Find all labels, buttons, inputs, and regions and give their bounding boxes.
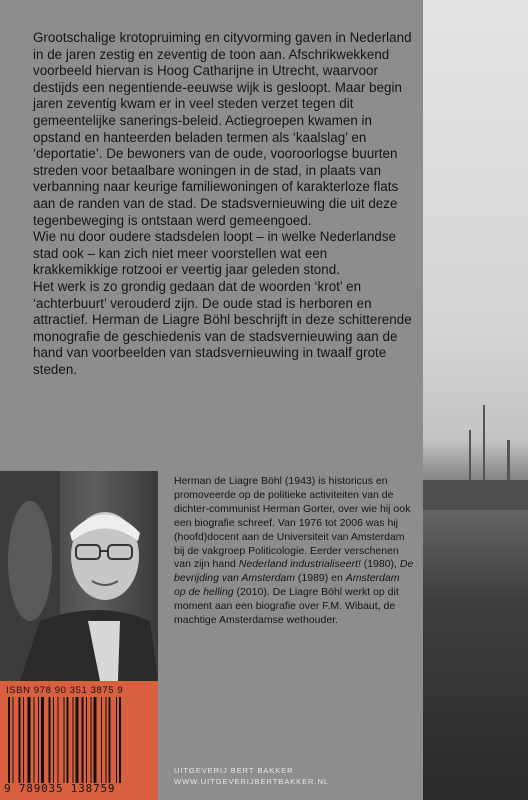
rooftops-shape <box>423 480 528 510</box>
blurb-paragraph: Grootschalige krotopruiming en cityvorming gaven in Nederland in de jaren zestig en zeventig de toon aan. Afschrikwekkend voorbeeld hiervan is Hoog Catharijne in Utrecht, waarvoor destijds een negentiende-eeuwse wijk is gesloopt. Maar begin jaren zeventig kwam er in veel steden verzet tegen dit gemeentelijke sanerings-beleid. Actiegroepen kwamen in opstand en hanteerden beladen termen als ‘kaalslag’ en ‘deportatie’. De bewoners van de oude, vooroorlogse buurten streden voor betaalbare woningen in de stad, in plaats van verbanning naar keurige familiewoningen of karakterloze flats aan de randen van de stad. De stadsvernieuwing die uit deze tegenbeweging is ontstaan werd gemeengoed. <box>33 30 412 228</box>
book-title: De bevrijding van Amsterdam <box>174 558 414 585</box>
author-bio <box>174 475 414 628</box>
city-skyline-photo <box>423 0 528 800</box>
publisher-info <box>174 766 329 787</box>
blurb-paragraph: Wie nu door oudere stadsdelen loopt – in welke Nederlandse stad ook – kan zich niet meer voorstellen wat een krakkemikkige rotzooi er veertig jaar geleden stond. <box>33 229 396 278</box>
barcode-digits: 9 789035 138759 <box>4 782 116 795</box>
author-portrait <box>0 471 158 681</box>
book-title: Amsterdam op de helling <box>174 572 400 599</box>
barcode-area <box>0 681 158 800</box>
blurb-text <box>33 30 415 378</box>
bio-text: Herman de Liagre Böhl (1943) is historicus en promoveerde op de politieke activiteiten van de dichter-communist Herman Gorter, over wie hij ook een biografie schreef. Van 1976 tot 2006 was hij (hoofd)docent aan de Universiteit van Amsterdam bij de vakgroep Politicologie. Eerder verschenen van zijn hand <box>174 475 411 571</box>
book-title: Nederland industrialiseert! <box>238 558 361 571</box>
isbn-label: ISBN 978 90 351 3875 9 <box>6 685 124 696</box>
bio-text: (1989) en <box>295 572 346 585</box>
blurb-paragraph: Het werk is zo grondig gedaan dat de woorden ‘krot’ en ‘achterbuurt’ verouderd zijn. De oude stad is herboren en attractief. Herman de Liagre Böhl beschrijft in deze schitterende monografie de geschiedenis van de stadsvernieuwing aan de hand van voorbeelden van stadsvernieuwing in twaalf grote steden. <box>33 278 412 377</box>
portrait-illustration <box>0 471 158 681</box>
barcode-icon <box>6 697 152 783</box>
bio-text: (1980), <box>360 558 400 571</box>
publisher-name: UITGEVERIJ BERT BAKKER <box>174 766 294 775</box>
bio-text: (2010). De Liagre Böhl werkt op dit moment aan een biografie over F.M. Wibaut, de machtige Amsterdamse wethouder. <box>174 586 399 627</box>
publisher-url: WWW.UITGEVERIJBERTBAKKER.NL <box>174 776 329 786</box>
